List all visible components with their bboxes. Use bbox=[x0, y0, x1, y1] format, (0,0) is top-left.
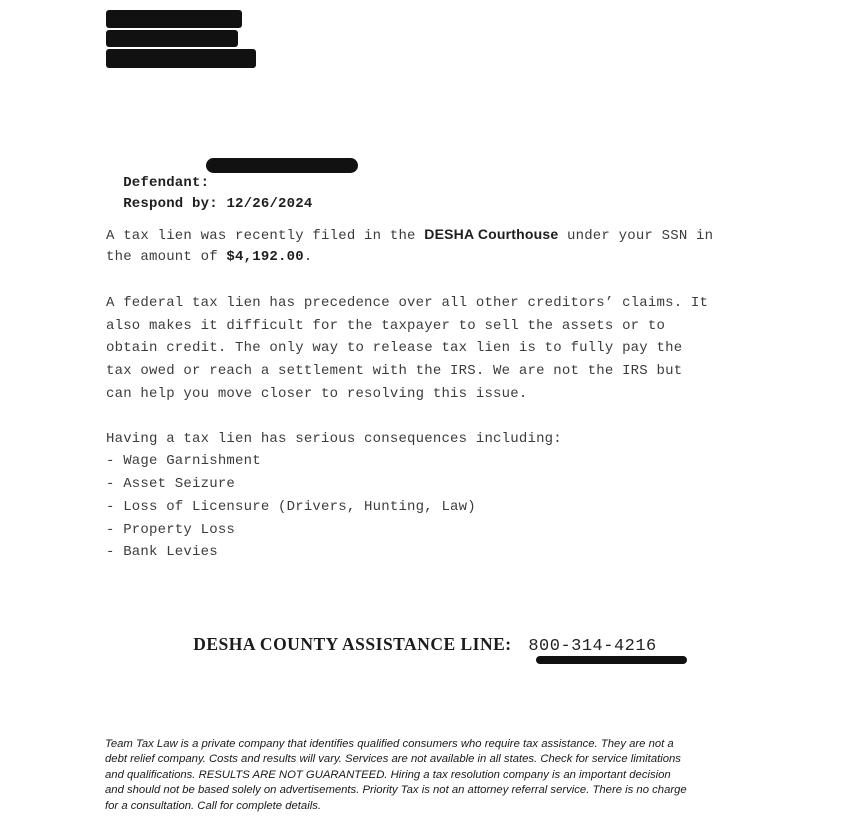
defendant-label: Defendant: bbox=[123, 175, 210, 191]
assistance-label: DESHA COUNTY ASSISTANCE LINE: bbox=[193, 634, 512, 654]
disclaimer-line: debt relief company. Costs and results will vary. Services are not available in all states. Check for service limitations bbox=[105, 753, 681, 766]
para1-line2: the amount of $4,192.00. bbox=[106, 249, 313, 265]
para2-line: can help you move closer to resolving this issue. bbox=[106, 386, 528, 402]
disclaimer bbox=[105, 737, 755, 814]
para1-line1: A tax lien was recently filed in the DESHA Courthouse under your SSN in bbox=[106, 226, 714, 244]
consequences-intro: Having a tax lien has serious consequences including: bbox=[106, 431, 562, 447]
assistance-phone: 800-314-4216 bbox=[528, 637, 657, 656]
respond-by-row bbox=[106, 180, 312, 212]
redacted-address-line-3 bbox=[106, 49, 256, 68]
consequence-item: - Asset Seizure bbox=[106, 476, 236, 492]
consequence-item: - Property Loss bbox=[106, 522, 236, 538]
para2-line: obtain credit. The only way to release tax lien is to fully pay the bbox=[106, 340, 683, 356]
assistance-line bbox=[0, 634, 850, 656]
disclaimer-line: and qualifications. RESULTS ARE NOT GUARANTEED. Hiring a tax resolution company is an important decision bbox=[105, 768, 671, 781]
disclaimer-line: for a consultation. Call for complete details. bbox=[105, 799, 322, 812]
disclaimer-line: Team Tax Law is a private company that identifies qualified consumers who require tax assistance. They are not a bbox=[105, 738, 674, 750]
para2-line: also makes it difficult for the taxpayer to sell the assets or to bbox=[106, 318, 666, 334]
consequence-item: - Loss of Licensure (Drivers, Hunting, Law) bbox=[106, 499, 476, 515]
consequence-item: - Wage Garnishment bbox=[106, 453, 261, 469]
redacted-address-line-1 bbox=[106, 10, 242, 28]
courthouse-name: DESHA Courthouse bbox=[424, 226, 559, 242]
respond-by-label: Respond by: bbox=[123, 196, 218, 212]
para2-line: tax owed or reach a settlement with the IRS. We are not the IRS but bbox=[106, 363, 683, 379]
lien-amount: $4,192.00 bbox=[226, 249, 304, 265]
disclaimer-line: and should not be based solely on advertisements. Priority Tax is not an attorney referral service. There is no charge bbox=[105, 784, 687, 797]
redacted-defendant-name bbox=[206, 158, 358, 173]
para2-line: A federal tax lien has precedence over all other creditors’ claims. It bbox=[106, 295, 709, 311]
phone-underline-redaction bbox=[536, 656, 687, 664]
consequence-item: - Bank Levies bbox=[106, 544, 218, 560]
redacted-address-line-2 bbox=[106, 30, 238, 47]
respond-by-date: 12/26/2024 bbox=[226, 196, 313, 212]
